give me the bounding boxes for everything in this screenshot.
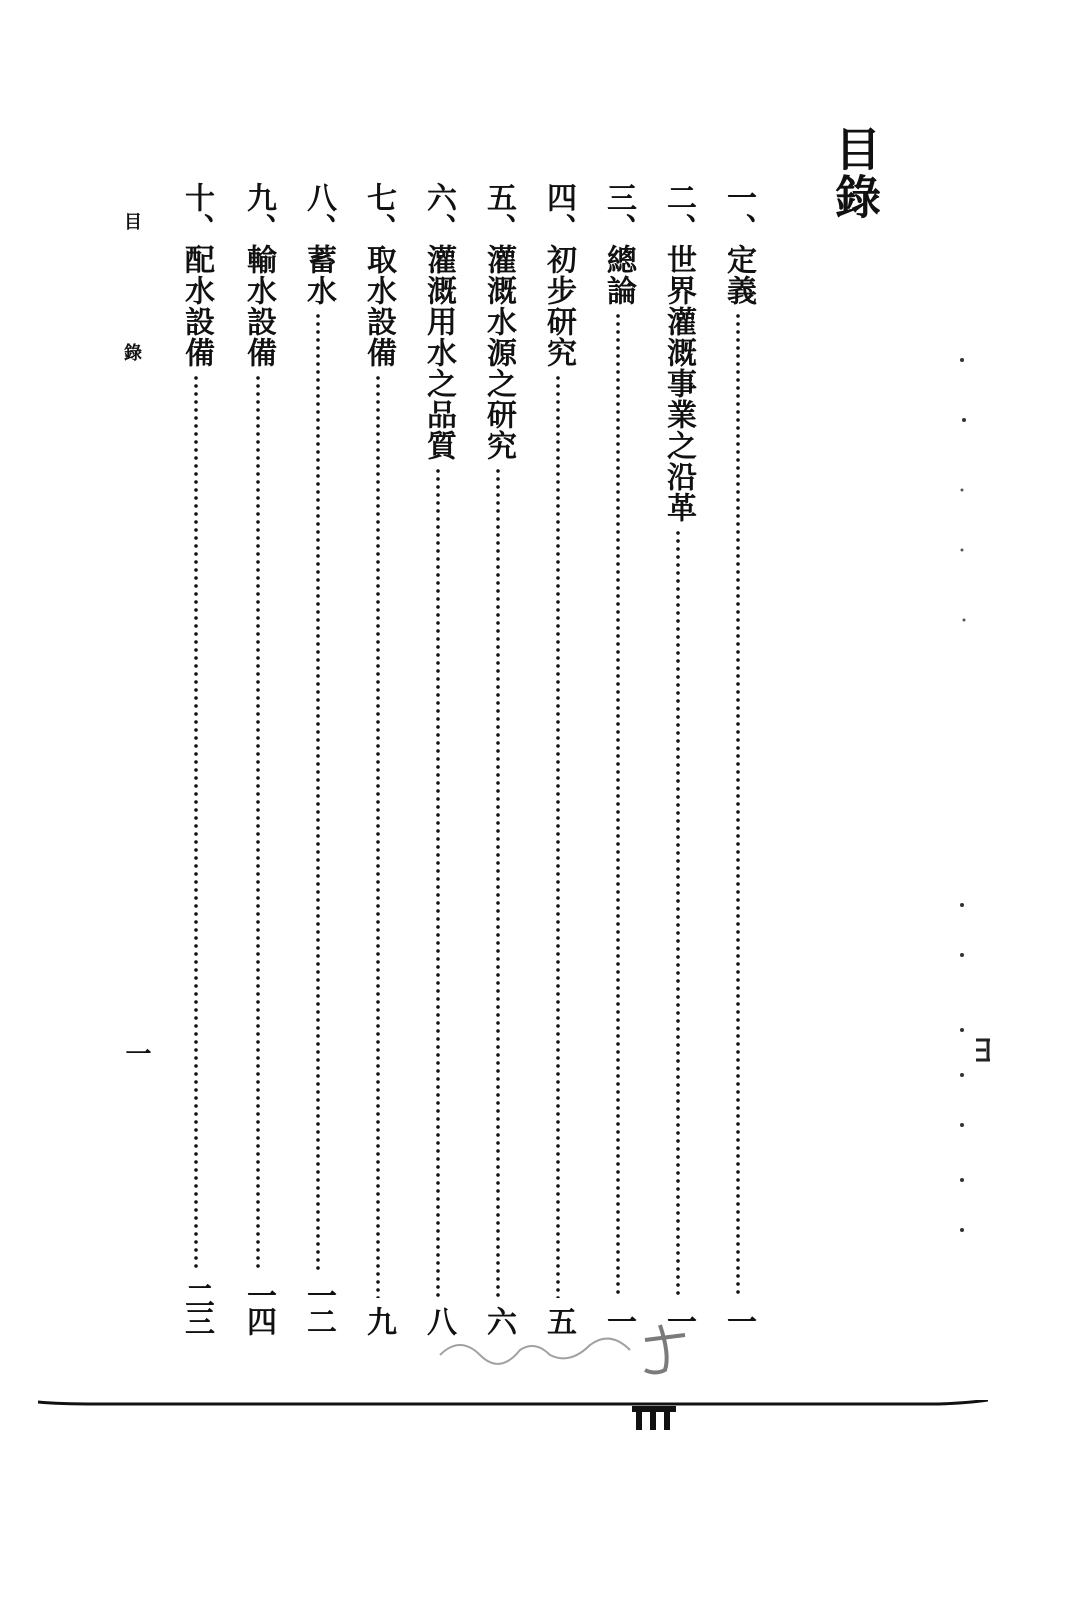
bottom-edge-rule [38,1400,988,1406]
toc-entry-page: 六 [481,1306,516,1332]
toc-entry-label: 四、初步研究 [541,182,576,368]
dot-leader [316,312,320,1272]
toc-entry-label: 七、取水設備 [361,182,396,368]
toc-entry-label: 十、配水設備 [179,182,214,368]
toc-entry-page: 一四 [241,1280,276,1332]
dot-leader [256,374,260,1272]
toc-entry-page: 一二 [301,1280,336,1332]
bleed-through-marks [950,250,1010,1250]
toc-entry-label: 一、定義 [721,182,756,306]
toc-entry-label: 六、灌溉用水之品質 [421,182,456,461]
toc-entry [478,182,518,1332]
toc-entry-label: 八、蓄水 [301,182,336,306]
toc-entry-label: 二、世界灌溉事業之沿革 [661,182,696,523]
toc-entry-page: 九 [361,1306,396,1332]
page-number: 一 [121,1040,151,1066]
toc-entry-label: 九、輸水設備 [241,182,276,368]
toc-entry [298,182,338,1332]
toc-entry-page: 八 [421,1306,456,1332]
handwritten-mark [430,1305,710,1385]
toc-entry [658,182,698,1332]
dot-leader [736,312,740,1298]
dot-leader [676,529,680,1298]
page-title: 目錄 [828,125,882,221]
dot-leader [436,467,440,1298]
toc-entry [238,182,278,1332]
toc-entry-page: 一 [601,1306,636,1332]
toc-entry [718,182,758,1332]
toc-entry-page: 二三 [179,1280,214,1332]
dot-leader [556,374,560,1298]
dot-leader [376,374,380,1298]
toc-entry [176,182,216,1332]
toc-entry [598,182,638,1332]
toc-entry-label: 三、總論 [601,182,636,306]
toc-entry [538,182,578,1332]
running-header: 目 錄 [121,212,142,407]
toc-entry-page: 一 [721,1306,756,1332]
toc-entry [418,182,458,1332]
toc-entry [358,182,398,1332]
toc-entry-page: 一 [661,1306,696,1332]
spine-mark [632,1406,676,1430]
dot-leader [194,374,198,1272]
dot-leader [496,467,500,1298]
dot-leader [616,312,620,1298]
toc-entry-page: 五 [541,1306,576,1332]
toc-entry-label: 五、灌溉水源之研究 [481,182,516,461]
